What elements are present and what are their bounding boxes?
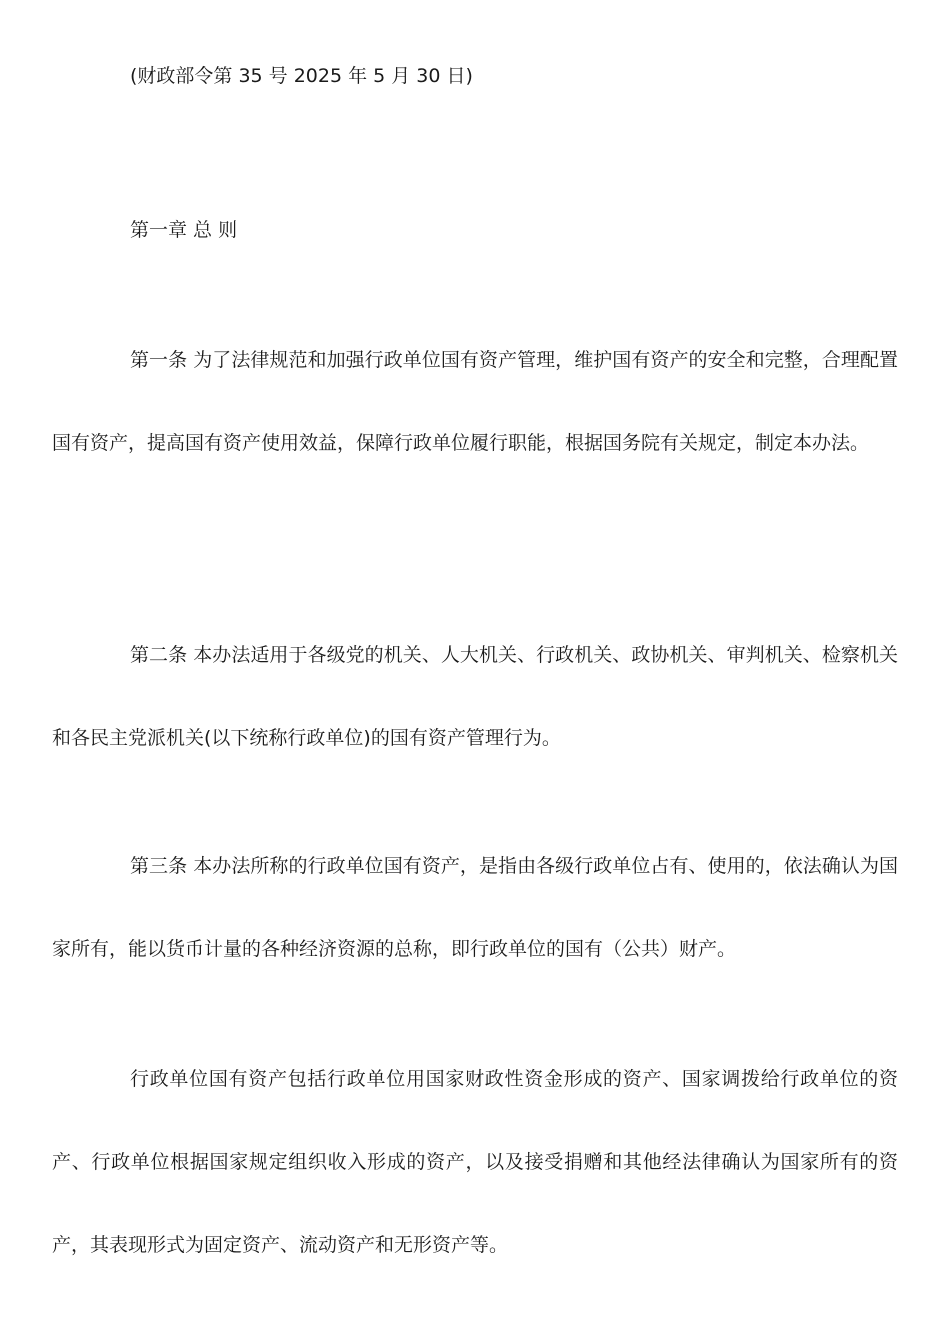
chapter-title: 第一章 总 则 — [130, 219, 238, 241]
article-3-paragraph: 第三条 本办法所称的行政单位国有资产，是指由各级行政单位占有、使用的，依法确认为国家所有，能以货币计量的各种经济资源的总称，即行政单位的国有（公共）财产。 — [52, 855, 898, 960]
article-1-paragraph: 第一条 为了法律规范和加强行政单位国有资产管理，维护国有资产的安全和完整，合理配置国有资产，提高国有资产使用效益，保障行政单位履行职能，根据国务院有关规定，制定本办法。 — [52, 349, 898, 454]
decree-line: (财政部令第 35 号 2025 年 5 月 30 日) — [130, 65, 473, 87]
article-2-paragraph: 第二条 本办法适用于各级党的机关、人大机关、行政机关、政协机关、审判机关、检察机关和各民主党派机关(以下统称行政单位)的国有资产管理行为。 — [52, 644, 898, 749]
article-3-continuation-paragraph: 行政单位国有资产包括行政单位用国家财政性资金形成的资产、国家调拨给行政单位的资产、行政单位根据国家规定组织收入形成的资产，以及接受捐赠和其他经法律确认为国家所有的资产，其表现形式为固定资产、流动资产和无形资产等。 — [52, 1068, 898, 1256]
